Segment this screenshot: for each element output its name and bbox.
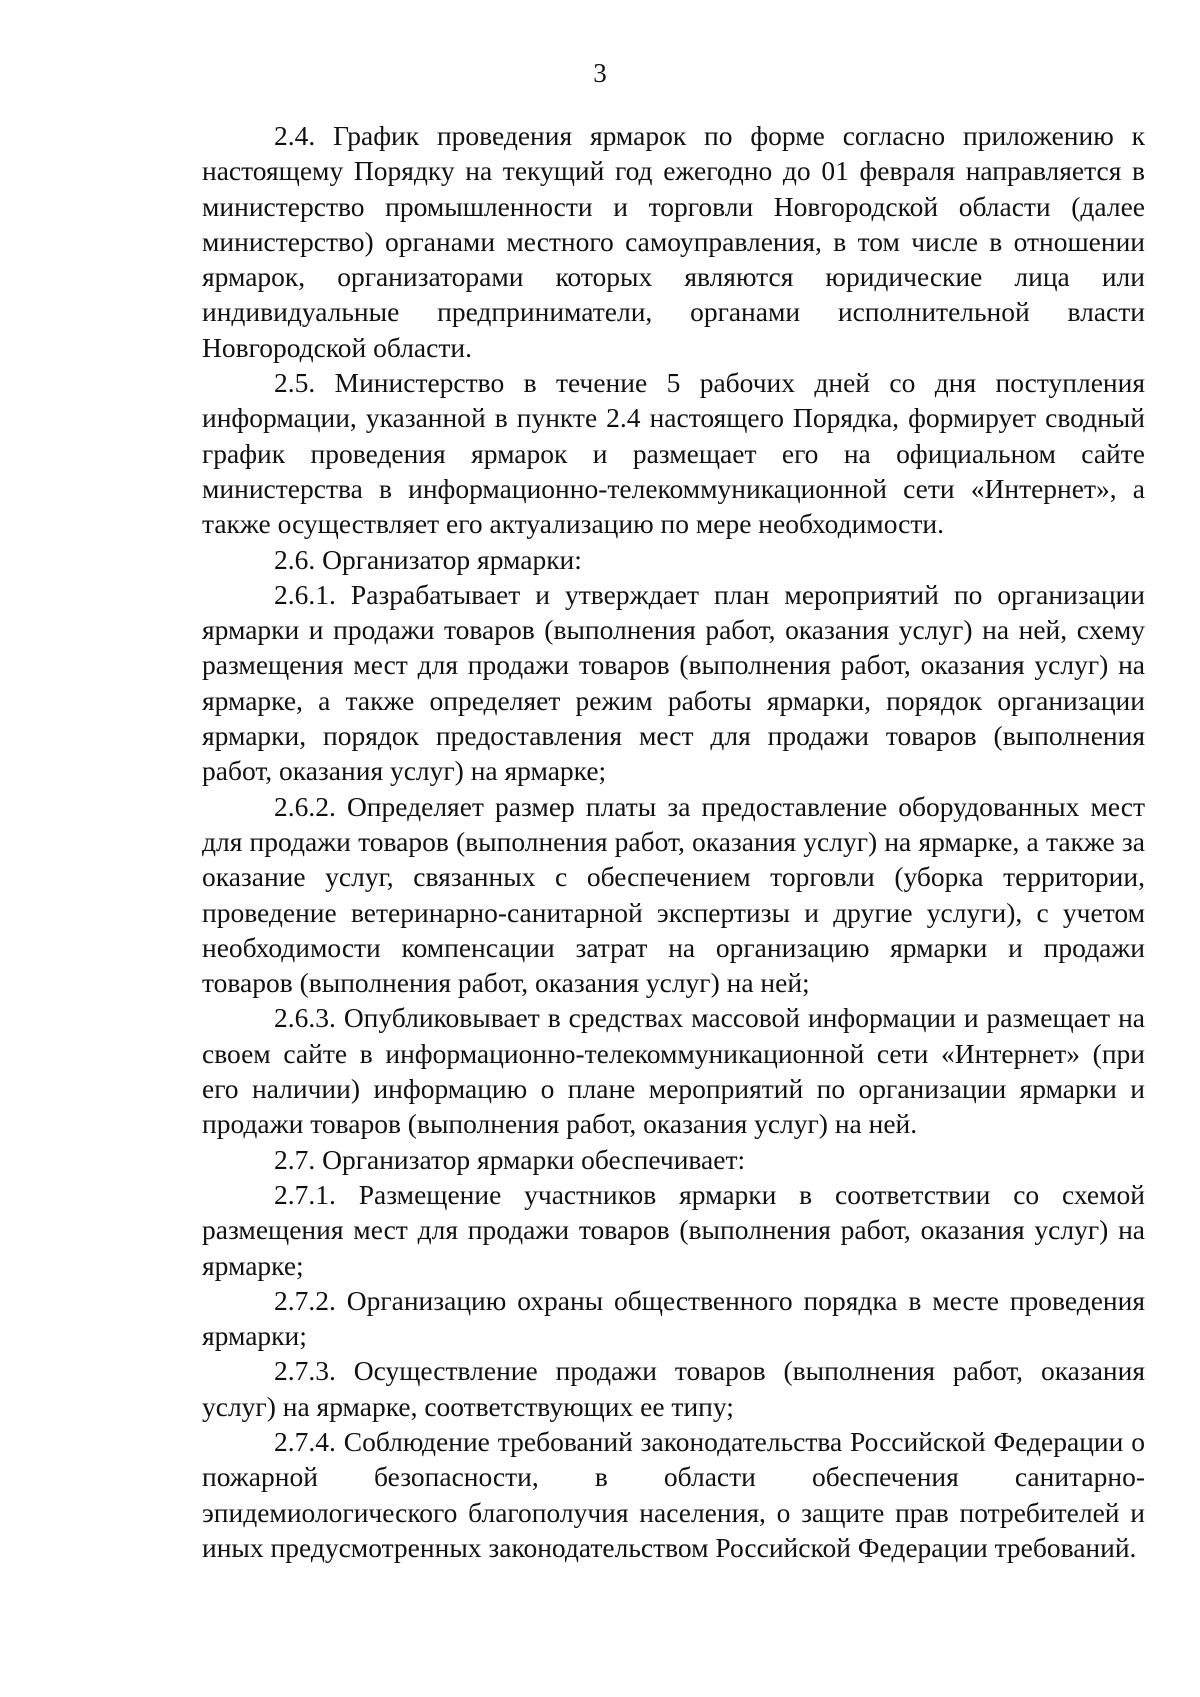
paragraph-2-7-4: 2.7.4. Соблюдение требований законодательства Российской Федерации о пожарной безопасности, в области обеспечения санитарно-эпидемиологического благополучия населения, о защите прав потребителей и иных предусмотренных законодательством Российской Федерации требований. bbox=[202, 1425, 1145, 1563]
paragraph-2-6-3: 2.6.3. Опубликовывает в средствах массовой информации и размещает на своем сайте в информационно-телекоммуникационной сети «Интернет» (при его наличии) информацию о плане мероприятий по организации ярмарки и продажи товаров (выполнения работ, оказания услуг) на ней. bbox=[202, 1002, 1145, 1140]
paragraph-2-6-1: 2.6.1. Разрабатывает и утверждает план мероприятий по организации ярмарки и продажи товаров (выполнения работ, оказания услуг) на ней, схему размещения мест для продажи товаров (выполнения работ, оказания услуг) на ярмарке, а также определяет режим работы ярмарки, порядок организации ярмарки, порядок предоставления мест для продажи товаров (выполнения работ, оказания услуг) на ярмарке; bbox=[202, 578, 1145, 787]
page-number: 3 bbox=[593, 58, 607, 88]
paragraph-2-7: 2.7. Организатор ярмарки обеспечивает: bbox=[274, 1143, 746, 1175]
paragraph-2-7-1: 2.7.1. Размещение участников ярмарки в соответствии со схемой размещения мест для продажи товаров (выполнения работ, оказания услуг) на ярмарке; bbox=[202, 1178, 1145, 1281]
paragraph-2-5: 2.5. Министерство в течение 5 рабочих дней со дня поступления информации, указанной в пункте 2.4 настоящего Порядка, формирует сводный график проведения ярмарок и размещает его на официальном сайте министерства в информационно-телекоммуникационной сети «Интернет», а также осуществляет его актуализацию по мере необходимости. bbox=[202, 367, 1145, 540]
paragraph-2-6: 2.6. Организатор ярмарки: bbox=[274, 543, 582, 575]
paragraph-2-7-2: 2.7.2. Организацию охраны общественного порядка в месте проведения ярмарки; bbox=[202, 1284, 1145, 1352]
document-body bbox=[202, 118, 1145, 1565]
paragraph-2-6-2: 2.6.2. Определяет размер платы за предоставление оборудованных мест для продажи товаров (выполнения работ, оказания услуг) на ярмарке, а также за оказание услуг, связанных с обеспечением торговли (уборка территории, проведение ветеринарно-санитарной экспертизы и другие услуги), с учетом необходимости компенсации затрат на организацию ярмарки и продажи товаров (выполнения работ, оказания услуг) на ней; bbox=[202, 790, 1145, 999]
paragraph-2-7-3: 2.7.3. Осуществление продажи товаров (выполнения работ, оказания услуг) на ярмарке, соответствующих ее типу; bbox=[202, 1355, 1145, 1422]
paragraph-2-4: 2.4. График проведения ярмарок по форме согласно приложению к настоящему Порядку на текущий год ежегодно до 01 февраля направляется в министерство промышленности и торговли Новгородской области (далее министерство) органами местного самоуправления, в том числе в отношении ярмарок, организаторами которых являются юридические лица или индивидуальные предприниматели, органами исполнительной власти Новгородской области. bbox=[202, 120, 1145, 363]
